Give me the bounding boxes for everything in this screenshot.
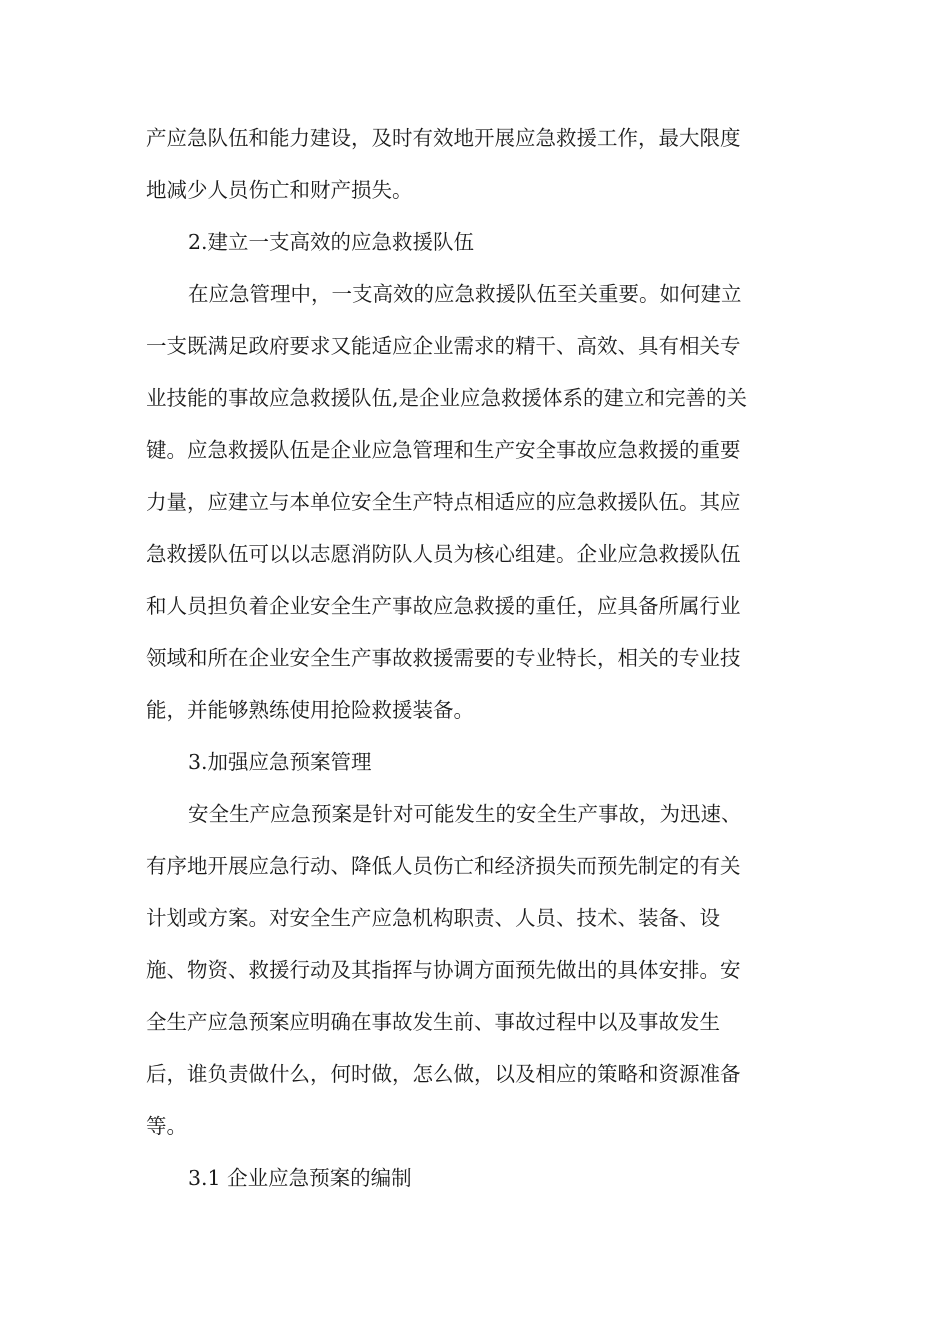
text-line: 力量，应建立与本单位安全生产特点相适应的应急救援队伍。其应 xyxy=(146,490,741,514)
text-line: 键。应急救援队伍是企业应急管理和生产安全事故应急救援的重要 xyxy=(146,438,741,462)
text-line: 领域和所在企业安全生产事故救援需要的专业特长，相关的专业技 xyxy=(146,646,741,670)
text-line: 全生产应急预案应明确在事故发生前、事故过程中以及事故发生 xyxy=(146,1010,720,1034)
text-line: 急救援队伍可以以志愿消防队人员为核心组建。企业应急救援队伍 xyxy=(146,542,741,566)
section-heading: 3.1 企业应急预案的编制 xyxy=(188,1166,412,1190)
section-heading: 3.加强应急预案管理 xyxy=(188,750,372,774)
text-line: 安全生产应急预案是针对可能发生的安全生产事故，为迅速、 xyxy=(188,802,742,826)
text-line: 一支既满足政府要求又能适应企业需求的精干、高效、具有相关专 xyxy=(146,334,741,358)
text-line: 施、物资、救援行动及其指挥与协调方面预先做出的具体安排。安 xyxy=(146,958,741,982)
text-line: 产应急队伍和能力建设，及时有效地开展应急救援工作，最大限度 xyxy=(146,126,741,150)
text-line: 地减少人员伤亡和财产损失。 xyxy=(146,178,413,202)
text-line: 等。 xyxy=(146,1114,187,1138)
document-page xyxy=(146,112,802,1204)
text-line: 业技能的事故应急救援队伍,是企业应急救援体系的建立和完善的关 xyxy=(146,386,748,410)
text-line: 后，谁负责做什么，何时做，怎么做，以及相应的策略和资源准备 xyxy=(146,1062,741,1086)
section-heading: 2.建立一支高效的应急救援队伍 xyxy=(188,230,475,254)
text-line: 在应急管理中，一支高效的应急救援队伍至关重要。如何建立 xyxy=(188,282,742,306)
text-line: 和人员担负着企业安全生产事故应急救援的重任，应具备所属行业 xyxy=(146,594,741,618)
text-line: 计划或方案。对安全生产应急机构职责、人员、技术、装备、设 xyxy=(146,906,720,930)
text-line: 有序地开展应急行动、降低人员伤亡和经济损失而预先制定的有关 xyxy=(146,854,741,878)
text-line: 能，并能够熟练使用抢险救援装备。 xyxy=(146,698,474,722)
